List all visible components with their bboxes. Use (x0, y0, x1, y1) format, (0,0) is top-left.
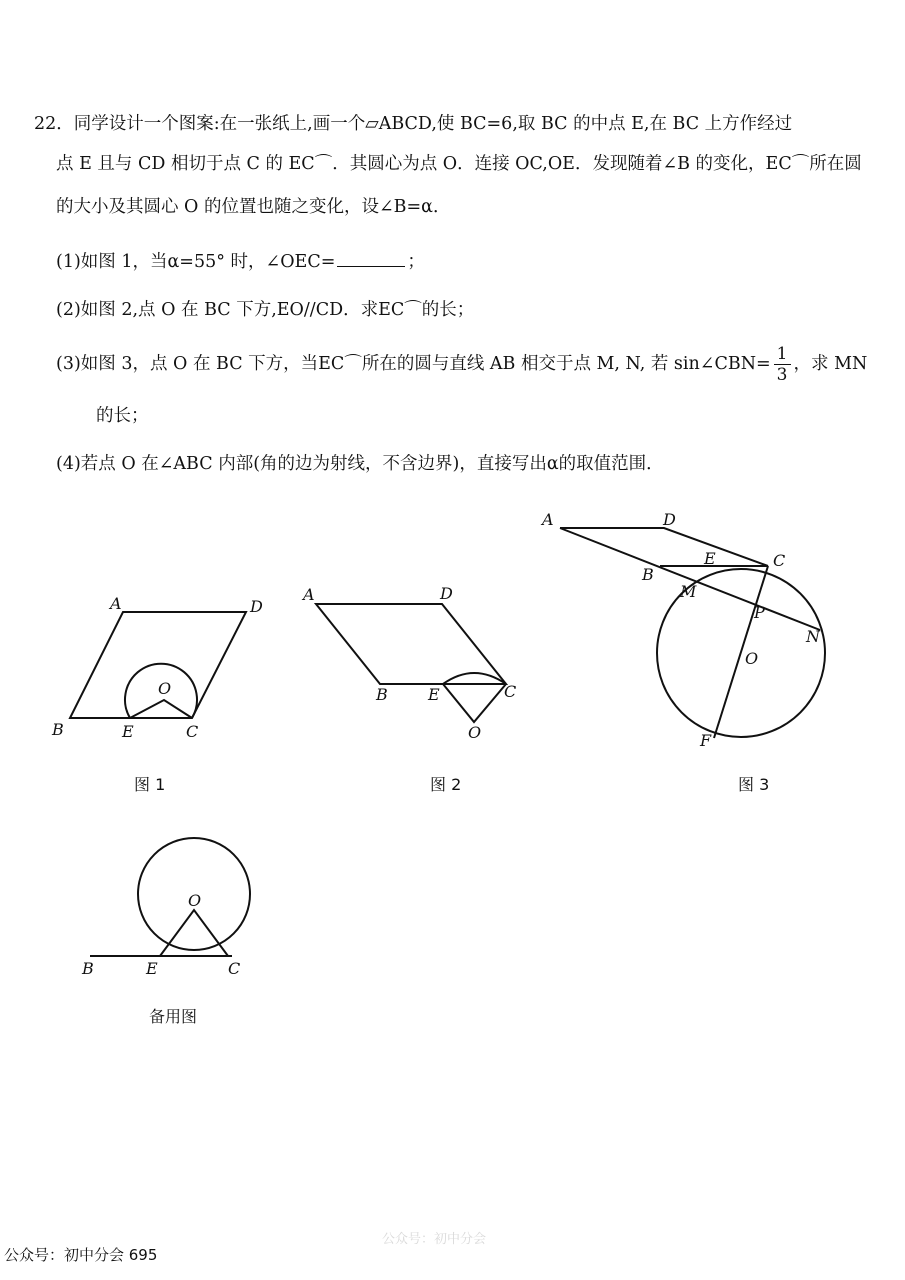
question-3-continued: 的长； (96, 406, 149, 426)
fig1-label-E: E (122, 722, 134, 741)
question-4: (4)若点 O 在∠ABC 内部(角的边为射线，不含边界)，直接写出α的取值范围． (56, 454, 664, 474)
watermark: 公众号：初中分会 (382, 1232, 487, 1247)
fig1-label-B: B (52, 720, 64, 739)
problem-intro-line-3: 的大小及其圆心 O 的位置也随之变化，设∠B=α． (56, 197, 451, 217)
fig2-label-O: O (468, 723, 482, 742)
fig1-label-A: A (110, 594, 122, 613)
fig2-arc (443, 673, 506, 684)
figure-1-drawing (70, 612, 246, 718)
fig1-radii (130, 700, 192, 718)
spare-label-O: O (188, 891, 202, 910)
footer-source: 公众号：初中分会 695 (4, 1246, 158, 1264)
fig3-label-E: E (704, 549, 716, 568)
figure-2-caption: 图 2 (430, 775, 462, 794)
fig3-label-O: O (745, 649, 759, 668)
fig2-label-B: B (376, 685, 388, 704)
fig2-radii (443, 684, 506, 722)
problem-intro-line-2: 点 E 且与 CD 相切于点 C 的 EC⌒．其圆心为点 O．连接 OC,OE．发现随着∠B 的变化，EC⌒所在圆 (56, 154, 862, 174)
figure-2-drawing (316, 604, 506, 722)
question-1: (1)如图 1，当α=55° 时，∠OEC= ； (56, 252, 425, 272)
fig3-label-B: B (642, 565, 654, 584)
fig2-label-E: E (428, 685, 440, 704)
fig2-label-A: A (303, 585, 315, 604)
figure-3-caption: 图 3 (738, 775, 770, 794)
fig1-label-O: O (158, 679, 172, 698)
spare-label-C: C (228, 959, 241, 978)
fig2-parallelogram (316, 604, 506, 684)
fig2-label-C: C (504, 682, 517, 701)
figure-1-caption: 图 1 (134, 775, 166, 794)
fig3-label-A: A (542, 510, 554, 529)
fig1-label-C: C (186, 722, 199, 741)
fig3-label-M: M (680, 582, 697, 601)
spare-label-B: B (82, 959, 94, 978)
fig3-label-F: F (700, 731, 712, 750)
spare-figure-caption: 备用图 (149, 1007, 198, 1026)
fig1-label-D: D (250, 597, 263, 616)
question-3: (3)如图 3，点 O 在 BC 下方，当EC⌒所在的圆与直线 AB 相交于点 M, N, 若 sin∠CBN= $\frac{1}{3}$ ，求 MN (56, 344, 868, 385)
problem-number: 22． (34, 114, 74, 134)
problem-intro-line-1: 22．同学设计一个图案:在一张纸上,画一个▱ABCD,使 BC=6,取 BC 的中点 E,在 BC 上方作经过 (34, 114, 793, 134)
fig3-label-C: C (773, 551, 786, 570)
spare-label-E: E (146, 959, 158, 978)
fig3-label-N: N (806, 627, 820, 646)
figure-3-drawing (560, 528, 825, 738)
fig3-label-P: P (754, 603, 765, 622)
fig2-label-D: D (440, 584, 453, 603)
question-2: (2)如图 2,点 O 在 BC 下方,EO//CD．求EC⌒的长； (56, 300, 475, 320)
fig3-top-side (560, 528, 768, 566)
spare-figure-drawing (90, 838, 250, 956)
fig3-label-D: D (663, 510, 676, 529)
fraction-one-third: $\frac{1}{3}$ (774, 344, 791, 385)
